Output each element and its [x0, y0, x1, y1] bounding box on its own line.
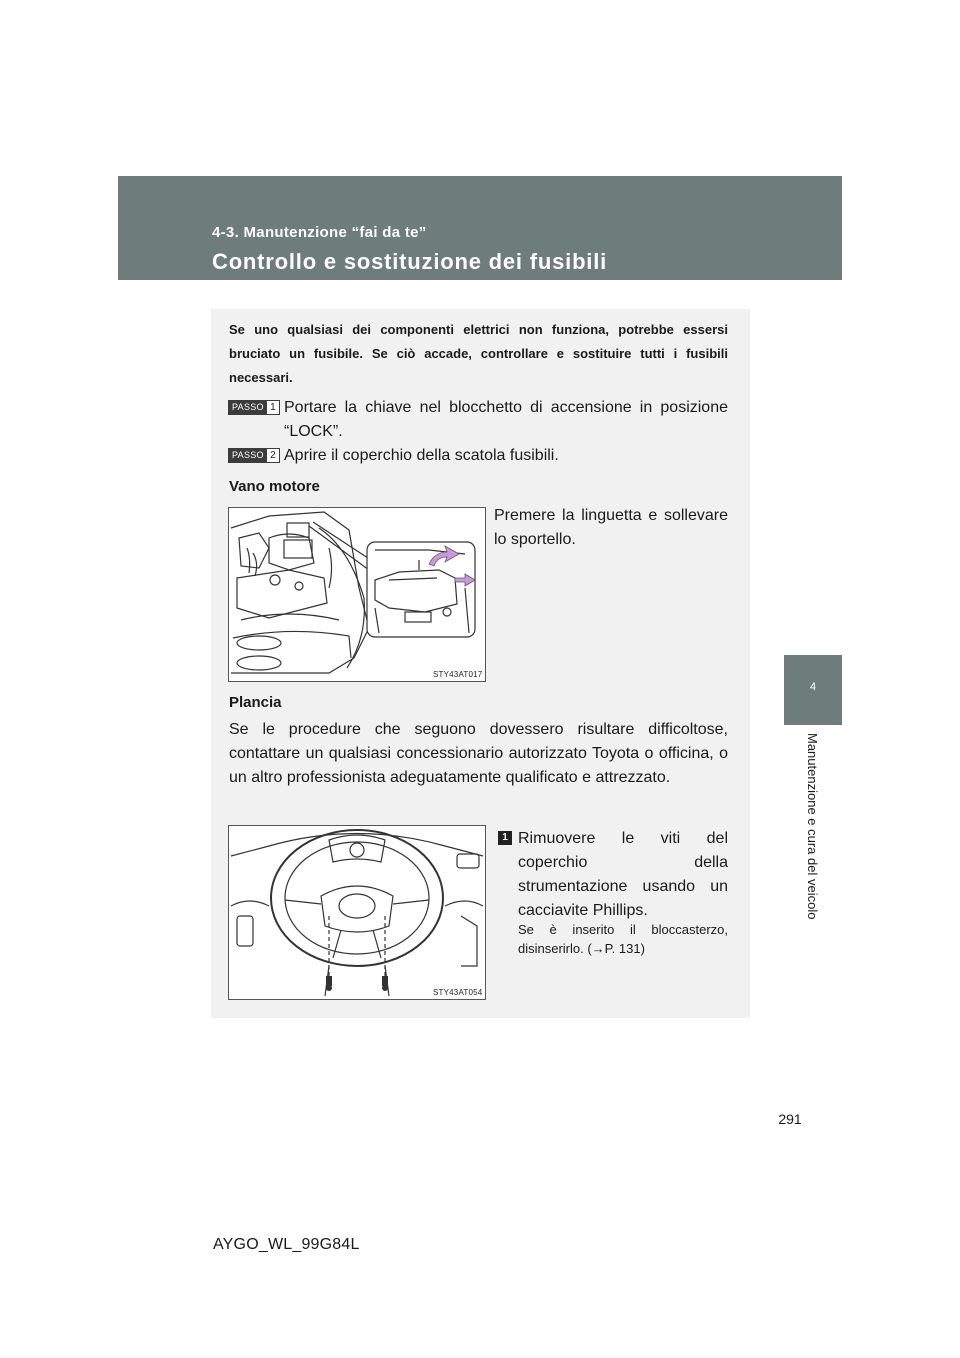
dashboard-figure	[228, 825, 486, 1000]
page-title: Controllo e sostituzione dei fusibili	[212, 249, 608, 274]
engine-instruction: Premere la linguetta e sollevare lo sportello.	[494, 507, 728, 548]
step-word: PASSO	[232, 450, 264, 460]
chapter-title: Manutenzione e cura del veicolo	[805, 733, 820, 920]
step-text-1: Portare la chiave nel blocchetto di accensione in posizione “LOCK”.	[284, 399, 728, 440]
engine-bay-illustration	[229, 508, 485, 681]
step-word: PASSO	[232, 402, 264, 412]
engine-figure-code: STY43AT017	[433, 670, 483, 679]
chapter-tab[interactable]	[784, 655, 842, 725]
step-number: 2	[267, 449, 279, 462]
step-text-2: Aprire il coperchio della scatola fusibili.	[284, 447, 559, 464]
section-label: 4-3. Manutenzione “fai da te”	[212, 224, 427, 241]
engine-figure	[228, 507, 486, 682]
dashboard-figure-code: STY43AT054	[433, 988, 483, 997]
steering-wheel-illustration	[229, 826, 485, 999]
dashboard-paragraph: Se le procedure che seguono dovessero risultare difficoltose, contattare un qualsiasi concessionario autorizzato Toyota o officina, o un altro professionista adeguatamente qualificato e attrezzato.	[229, 721, 728, 786]
item-number-badge: 1	[498, 831, 512, 845]
step-badge-2	[228, 448, 280, 463]
chapter-number: 4	[809, 681, 817, 693]
dashboard-item-text: Rimuovere le viti del coperchio della strumentazione usando un cacciavite Phillips.	[518, 830, 728, 919]
document-code: AYGO_WL_99G84L	[213, 1236, 360, 1253]
engine-heading: Vano motore	[229, 478, 320, 495]
dashboard-note: Se è inserito il bloccasterzo, disinserirlo. (→P. 131)	[518, 922, 728, 956]
step-badge-1	[228, 400, 280, 415]
intro-text: Se uno qualsiasi dei componenti elettrici non funziona, potrebbe essersi bruciato un fusibile. Se ciò accade, controllare e sostituire tutti i fusibili necessari.	[229, 322, 728, 385]
page-number: 291	[778, 1111, 802, 1127]
dashboard-heading: Plancia	[229, 694, 282, 711]
step-number: 1	[267, 401, 279, 414]
